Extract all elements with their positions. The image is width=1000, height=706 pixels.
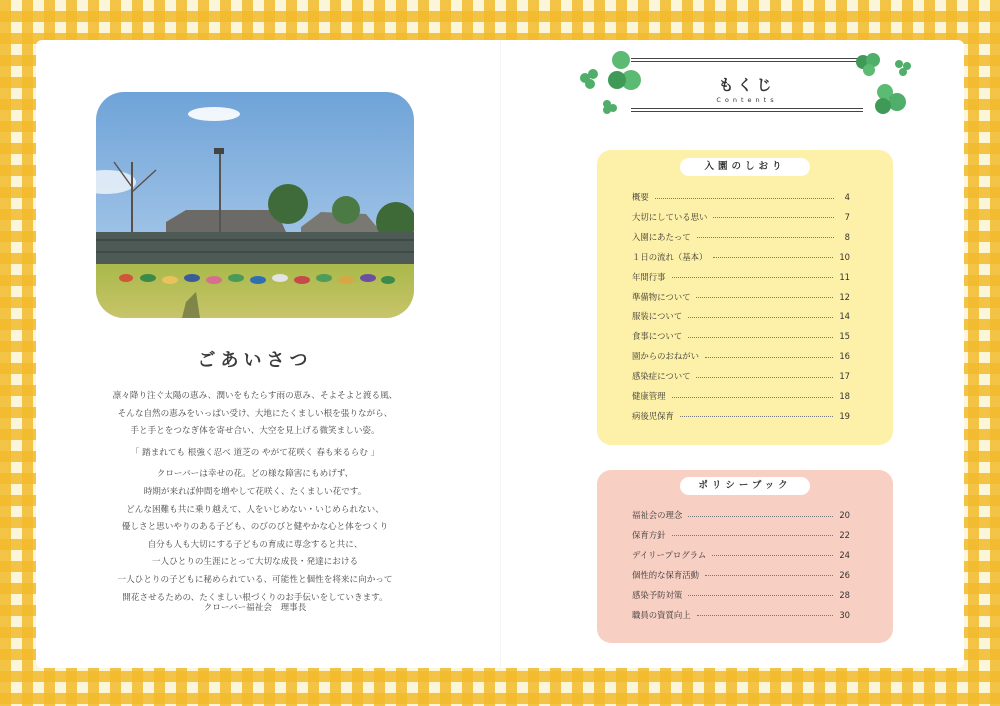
toc-leader-dots [672, 397, 834, 398]
toc-leader-dots [712, 555, 833, 556]
toc-entry-label: 服装について [632, 311, 683, 322]
toc-entry-label: 感染予防対策 [632, 589, 683, 600]
toc-entry-label: 健康管理 [632, 391, 666, 401]
greeting-line: 優しさと思いやりのある子ども、のびのびと健やかな心と体をつくり [121, 522, 389, 533]
toc-leader-dots [705, 575, 833, 576]
toc-entry-page: 15 [839, 331, 850, 342]
toc-leader-dots [705, 357, 833, 358]
greeting-line: 時期が来れば仲間を増やして花咲く、たくましい花です。 [143, 486, 367, 497]
toc-entry-page: 10 [839, 251, 850, 262]
toc-entry[interactable] [632, 389, 850, 403]
toc-entry-label: 保育方針 [632, 529, 666, 540]
toc-entry-page: 4 [844, 192, 850, 202]
greeting-line: 一人ひとりの子どもに秘められている、可能性と個性を将来に向かって [117, 574, 393, 585]
toc-entry-page: 17 [839, 371, 850, 382]
toc-entry-page: 20 [839, 510, 850, 520]
toc-entry-label: 個性的な保育活動 [632, 569, 699, 580]
toc-leader-dots [688, 595, 833, 596]
greeting-line: 開花させるための、たくましい根づくりのお手伝いをしていきます。 [122, 592, 388, 603]
toc-entry[interactable] [632, 230, 850, 244]
greeting-line: 一人ひとりの生涯にとって大切な成長・発達における [151, 557, 359, 568]
greeting-line: どんな困難も共に乗り越えて、人をいじめない・いじめられない、 [126, 504, 384, 515]
toc-entry-page: 28 [839, 589, 850, 600]
children-photo [96, 92, 414, 318]
greeting-body [70, 388, 440, 607]
toc-entry-label: １日の流れ（基本） [632, 251, 708, 262]
greeting-line: クローバーは幸せの花。どの様な障害にもめげず、 [156, 469, 354, 480]
toc-entry[interactable] [632, 369, 850, 383]
toc-leader-dots [697, 615, 834, 616]
toc-entry[interactable] [632, 329, 850, 343]
toc-entry-label: 感染症について [632, 371, 691, 382]
toc-entry-page: 14 [839, 311, 850, 322]
toc-entry-page: 18 [839, 391, 850, 401]
toc-entry-label: 概要 [632, 192, 649, 202]
toc-leader-dots [672, 277, 834, 278]
toc-entry[interactable] [632, 548, 850, 562]
toc-entry[interactable] [632, 608, 850, 622]
toc-entry-label: 年間行事 [632, 271, 666, 282]
toc-entry-label: 園からのおねがい [632, 351, 699, 362]
clover-icon [573, 46, 918, 126]
toc-entry-page: 30 [839, 609, 850, 620]
toc-entry-page: 24 [839, 549, 850, 560]
contents-title: もくじ [718, 76, 776, 94]
toc-entry-label: 準備物について [632, 291, 691, 302]
toc-entry[interactable] [632, 210, 850, 224]
toc-leader-dots [696, 297, 833, 298]
toc-entry-label: 福祉会の理念 [632, 510, 683, 520]
section-heading: 入園のしおり [680, 158, 810, 176]
toc-leader-dots [688, 337, 833, 338]
greeting-quote: 「 踏まれても 根強く忍べ 道芝の やがて花咲く 春も来るらむ 」 [130, 447, 380, 458]
toc-entry[interactable] [632, 568, 850, 582]
toc-entry[interactable] [632, 588, 850, 602]
toc-entry-label: 入園にあたって [632, 231, 691, 242]
toc-entry-page: 11 [839, 271, 850, 282]
toc-leader-dots [688, 317, 833, 318]
toc-leader-dots [713, 217, 834, 218]
toc-leader-dots [713, 257, 833, 258]
page-spine [500, 40, 501, 668]
greeting-line: 自分も人も大切にする子どもの育成に専念すると共に、 [147, 539, 363, 550]
signature: クローバー福祉会 理事長 [203, 603, 307, 613]
toc-entry-label: 病後児保育 [632, 410, 674, 421]
toc-entry-page: 19 [839, 410, 850, 421]
toc-entry-page: 26 [839, 569, 850, 580]
toc-leader-dots [696, 377, 833, 378]
toc-leader-dots [688, 516, 833, 517]
toc-entry-page: 8 [844, 231, 850, 242]
section-heading: ポリシーブック [680, 477, 810, 495]
toc-entry-page: 12 [839, 291, 850, 302]
toc-entry-page: 22 [839, 529, 850, 540]
toc-entry-page: 7 [844, 211, 850, 222]
toc-entry[interactable] [632, 508, 850, 522]
toc-entry-label: 食事について [632, 331, 683, 342]
greeting-line: 手と手とをつなぎ体を寄せ合い、大空を見上げる微笑ましい姿。 [130, 426, 380, 437]
toc-entry[interactable] [632, 250, 850, 264]
toc-entry-label: デイリープログラム [632, 549, 707, 560]
contents-header [573, 46, 918, 126]
toc-leader-dots [655, 198, 834, 199]
toc-leader-dots [697, 237, 834, 238]
toc-entry-label: 職員の資質向上 [632, 609, 691, 620]
toc-entry[interactable] [632, 190, 850, 204]
greeting-line: そんな自然の恵みをいっぱい受け、大地にたくましい根を張りながら、 [117, 408, 393, 419]
toc-entry[interactable] [632, 290, 850, 304]
toc-entry[interactable] [632, 409, 850, 423]
toc-entry[interactable] [632, 309, 850, 323]
contents-subtitle: Contents [716, 96, 778, 104]
toc-entry[interactable] [632, 270, 850, 284]
toc-entry[interactable] [632, 349, 850, 363]
toc-entry-label: 大切にしている思い [632, 211, 708, 222]
greeting-title: ごあいさつ [197, 350, 313, 371]
toc-entry-page: 16 [839, 351, 850, 362]
toc-leader-dots [680, 416, 833, 417]
toc-leader-dots [672, 535, 834, 536]
toc-entry[interactable] [632, 528, 850, 542]
greeting-line: 凛々降り注ぐ太陽の恵み、潤いをもたらす雨の恵み、そよそよと渡る風、 [112, 391, 398, 401]
